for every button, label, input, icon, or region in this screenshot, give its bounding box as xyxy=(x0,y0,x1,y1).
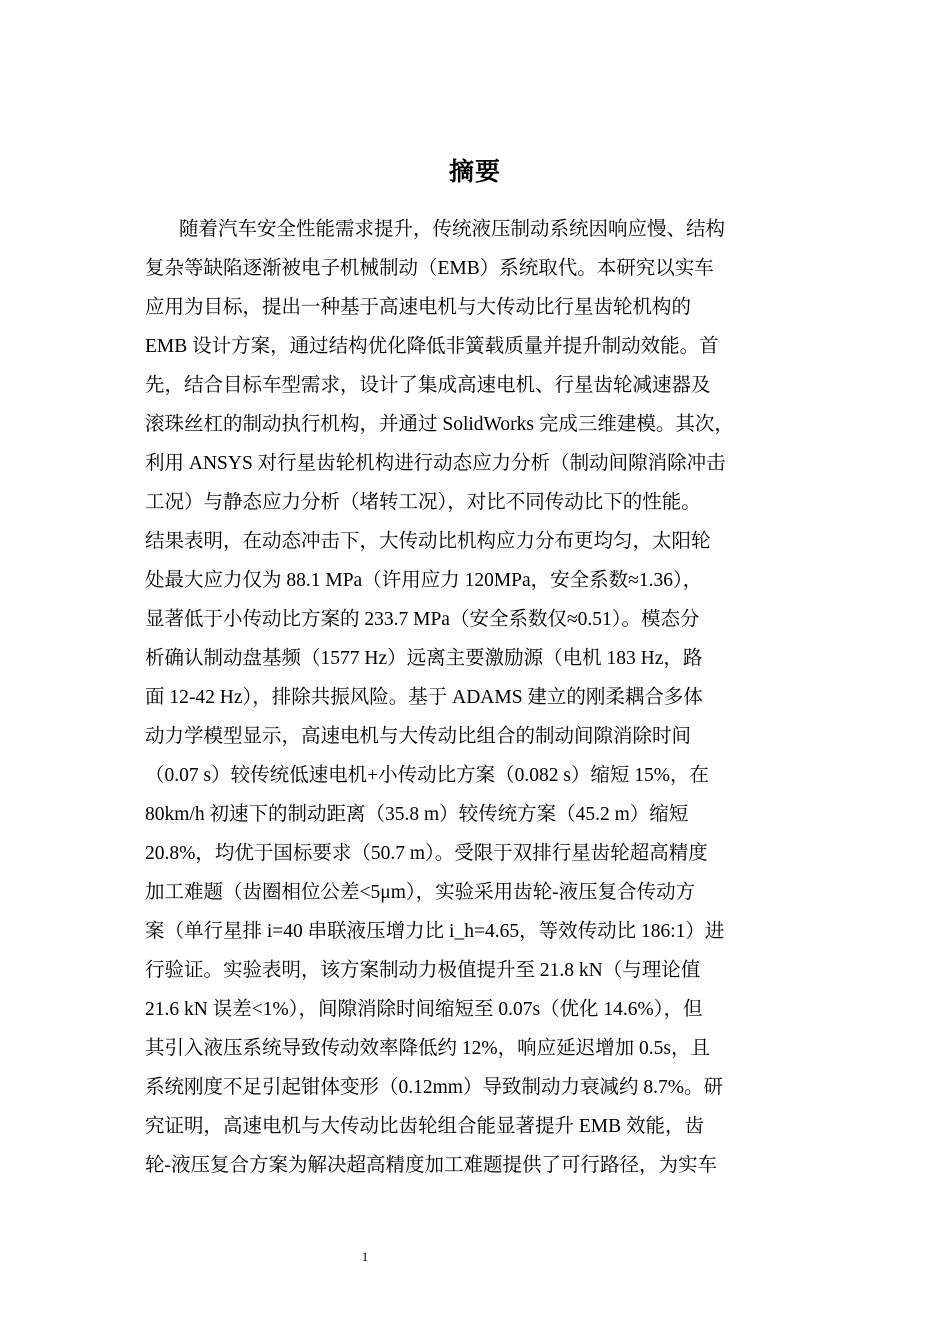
body-line: 工况）与静态应力分析（堵转工况），对比不同传动比下的性能。 xyxy=(145,492,701,513)
body-line: 显著低于小传动比方案的 233.7 MPa（安全系数仅≈0.51）。模态分 xyxy=(145,609,700,630)
body-line: 先，结合目标车型需求，设计了集成高速电机、行星齿轮减速器及 xyxy=(145,375,711,396)
body-line: 加工难题（齿圈相位公差<5μm），实验采用齿轮-液压复合传动方 xyxy=(145,882,696,903)
abstract-title: 摘要 xyxy=(448,157,501,186)
body-line: 轮-液压复合方案为解决超高精度加工难题提供了可行路径，为实车 xyxy=(145,1155,717,1176)
body-line: 21.6 kN 误差<1%），间隙消除时间缩短至 0.07s（优化 14.6%），但 xyxy=(145,999,703,1020)
page-number: 1 xyxy=(361,1249,369,1264)
body-line: EMB 设计方案，通过结构优化降低非簧载质量并提升制动效能。首 xyxy=(145,336,719,357)
body-line: 系统刚度不足引起钳体变形（0.12mm）导致制动力衰减约 8.7%。研 xyxy=(145,1077,723,1098)
body-line: 应用为目标，提出一种基于高速电机与大传动比行星齿轮机构的 xyxy=(145,297,692,318)
body-line: 其引入液压系统导致传动效率降低约 12%，响应延迟增加 0.5s，且 xyxy=(145,1038,710,1059)
body-line: 20.8%，均优于国标要求（50.7 m）。受限于双排行星齿轮超高精度 xyxy=(145,843,708,864)
body-line: 究证明，高速电机与大传动比齿轮组合能显著提升 EMB 效能，齿 xyxy=(145,1116,705,1137)
body-line: 案（单行星排 i=40 串联液压增力比 i_h=4.65，等效传动比 186:1）进 xyxy=(145,921,725,942)
body-line: 面 12-42 Hz），排除共振风险。基于 ADAMS 建立的刚柔耦合多体 xyxy=(145,687,703,708)
body-line: 复杂等缺陷逐渐被电子机械制动（EMB）系统取代。本研究以实车 xyxy=(145,258,714,279)
body-line: 动力学模型显示，高速电机与大传动比组合的制动间隙消除时间 xyxy=(145,726,692,747)
body-line: （0.07 s）较传统低速电机+小传动比方案（0.082 s）缩短 15%，在 xyxy=(145,765,710,786)
body-line: 利用 ANSYS 对行星齿轮机构进行动态应力分析（制动间隙消除冲击 xyxy=(145,453,726,474)
body-line: 随着汽车安全性能需求提升，传统液压制动系统因响应慢、结构 xyxy=(179,219,726,240)
body-line: 滚珠丝杠的制动执行机构，并通过 SolidWorks 完成三维建模。其次， xyxy=(145,414,734,435)
body-line: 析确认制动盘基频（1577 Hz）远离主要激励源（电机 183 Hz，路 xyxy=(145,648,703,669)
abstract-body xyxy=(145,210,815,1185)
body-line: 80km/h 初速下的制动距离（35.8 m）较传统方案（45.2 m）缩短 xyxy=(145,804,689,825)
body-line: 结果表明，在动态冲击下，大传动比机构应力分布更均匀，太阳轮 xyxy=(145,531,711,552)
body-line: 处最大应力仅为 88.1 MPa（许用应力 120MPa，安全系数≈1.36）， xyxy=(145,570,703,591)
body-line: 行验证。实验表明，该方案制动力极值提升至 21.8 kN（与理论值 xyxy=(145,960,701,981)
